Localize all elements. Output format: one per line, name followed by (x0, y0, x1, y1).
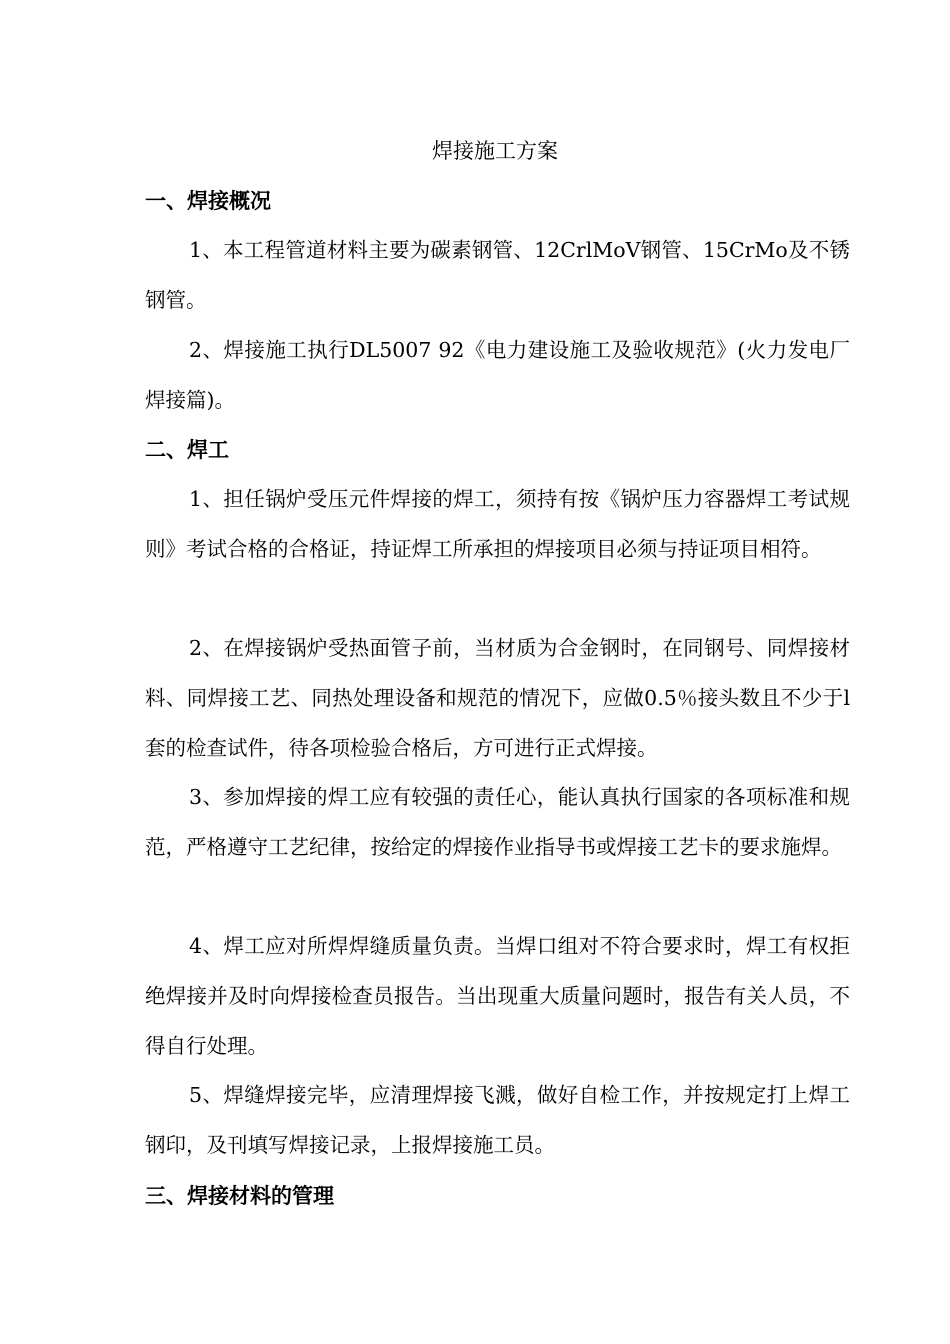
paragraph-overview-2: 2、焊接施工执行DL5007 92《电力建设施工及验收规范》(火力发电厂焊接篇)。 (145, 338, 850, 412)
section-heading-welders: 二、焊工 (145, 437, 229, 462)
paragraph-welders-2: 2、在焊接锅炉受热面管子前，当材质为合金钢时，在同钢号、同焊接材料、同焊接工艺、同热处理设备和规范的情况下，应做0.5％接头数且不少于l套的检查试件，待各项检验合格后，方可进行正式焊接。 (145, 636, 850, 760)
paragraph-overview-1: 1、本工程管道材料主要为碳素钢管、12CrlMoV钢管、15CrMo及不锈钢管。 (145, 238, 850, 312)
section-heading-overview: 一、焊接概况 (145, 188, 271, 213)
paragraph-welders-4: 4、焊工应对所焊焊缝质量负责。当焊口组对不符合要求时，焊工有权拒绝焊接并及时向焊接检查员报告。当出现重大质量问题时，报告有关人员，不得自行处理。 (145, 934, 850, 1058)
paragraph-welders-3: 3、参加焊接的焊工应有较强的责任心，能认真执行国家的各项标准和规范，严格遵守工艺纪律，按给定的焊接作业指导书或焊接工艺卡的要求施焊。 (145, 785, 850, 859)
paragraph-welders-1: 1、担任锅炉受压元件焊接的焊工，须持有按《锅炉压力容器焊工考试规则》考试合格的合格证，持证焊工所承担的焊接项目必须与持证项目相符。 (145, 487, 850, 561)
section-heading-materials: 三、焊接材料的管理 (145, 1183, 334, 1208)
paragraph-welders-5: 5、焊缝焊接完毕，应清理焊接飞溅，做好自检工作，并按规定打上焊工钢印，及刊填写焊接记录，上报焊接施工员。 (145, 1083, 850, 1157)
document-title: 焊接施工方案 (432, 139, 558, 163)
